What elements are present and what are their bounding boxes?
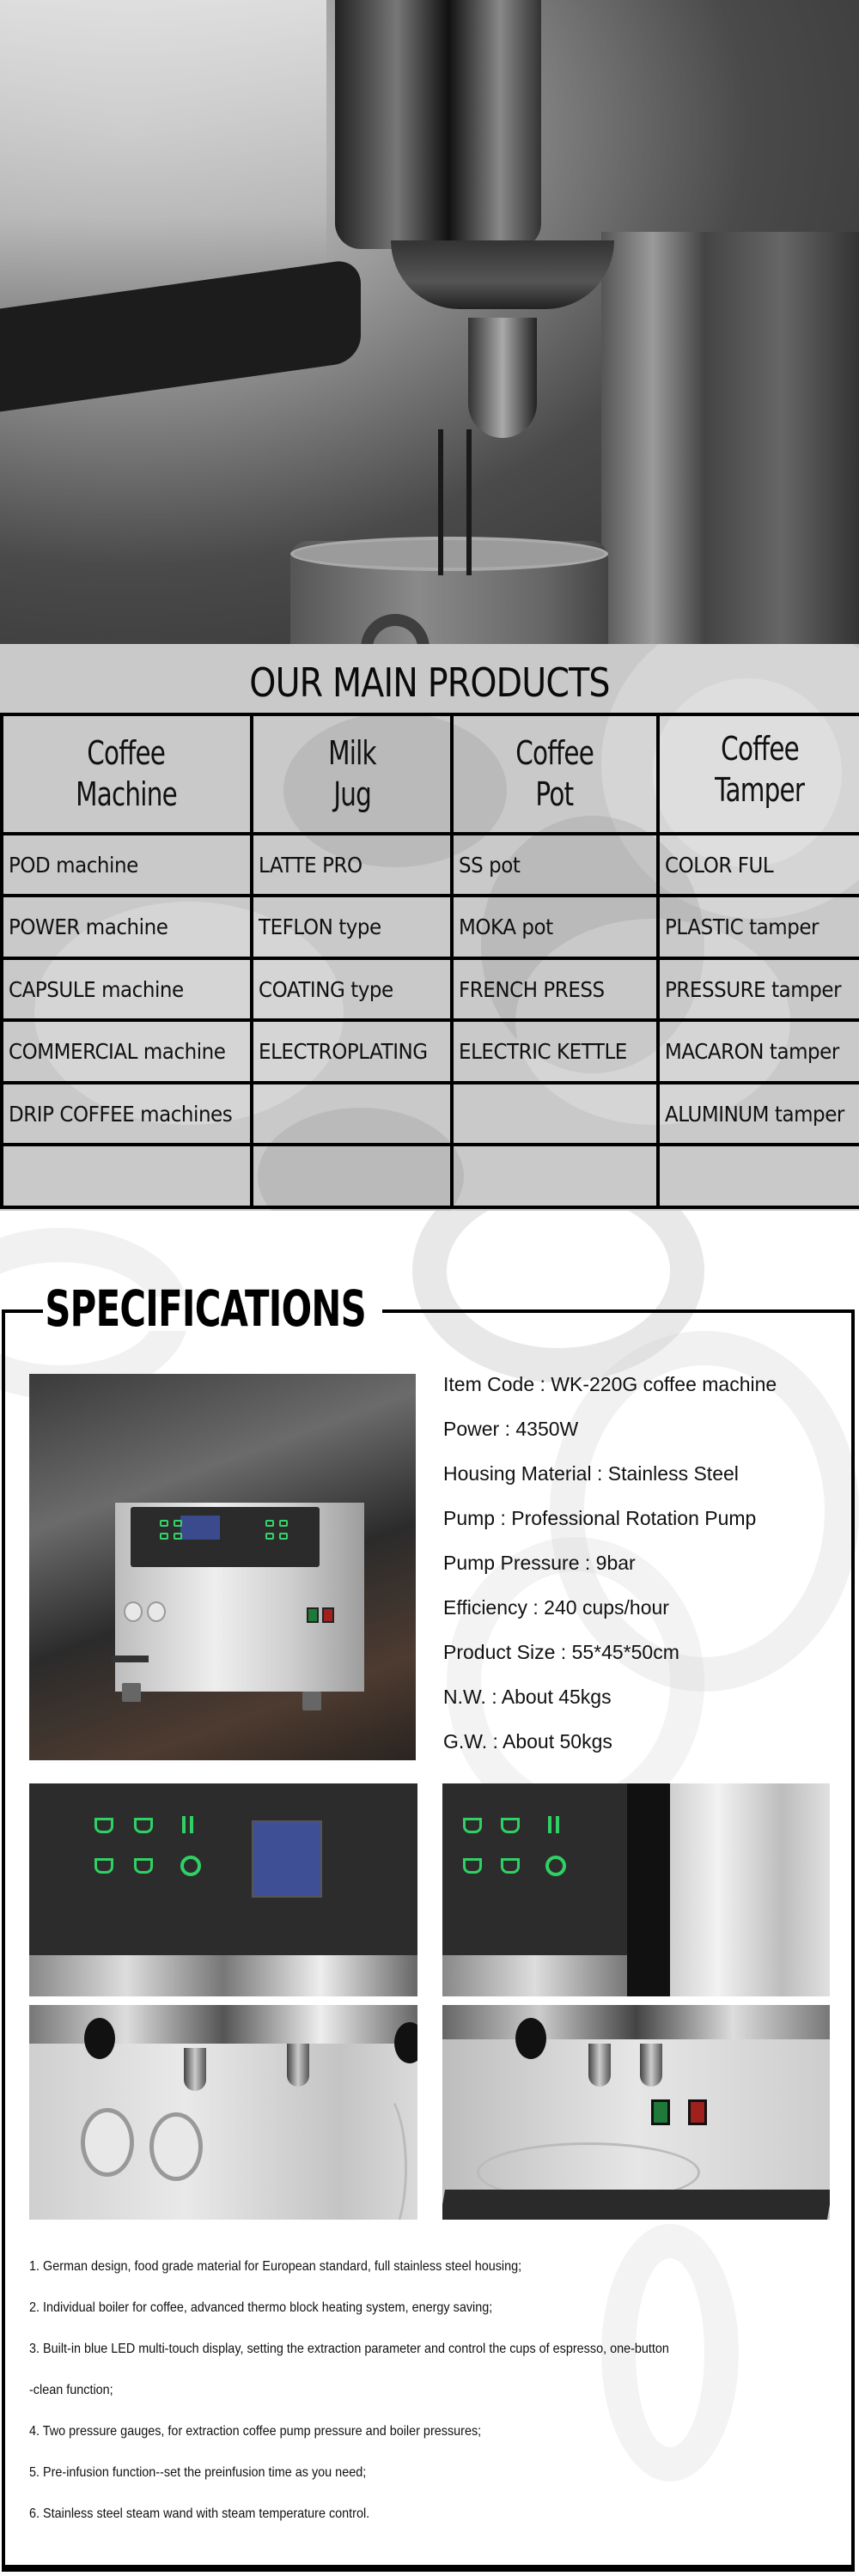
hero-espresso-photo	[0, 0, 859, 644]
single-cup-icon	[463, 1818, 482, 1833]
hero-espresso-stream	[466, 429, 472, 575]
machine-foot	[302, 1692, 321, 1710]
table-cell	[2, 1145, 252, 1207]
double-cup-icon	[501, 1858, 520, 1874]
table-row	[2, 1083, 859, 1145]
red-switch-icon	[322, 1607, 334, 1623]
cup-icon	[265, 1533, 274, 1540]
table-cell	[658, 1145, 859, 1207]
table-cell: PRESSURE tamper	[658, 958, 859, 1021]
table-cell: COATING type	[252, 958, 452, 1021]
table-cell: TEFLON type	[252, 896, 452, 958]
table-row	[2, 834, 859, 896]
table-cell: ELECTROPLATING	[252, 1020, 452, 1083]
feature-item: 6. Stainless steel steam wand with steam temperature control.	[29, 2506, 370, 2521]
wingkin-logo	[111, 1656, 149, 1662]
steam-knob-icon	[394, 2022, 417, 2063]
clean-cycle-icon	[180, 1856, 201, 1876]
column-header-milk-jug: Milk Jug	[252, 714, 452, 834]
steam-hose	[356, 2091, 407, 2220]
table-row	[2, 1020, 859, 1083]
cup-icon	[160, 1520, 168, 1527]
feature-item: 3. Built-in blue LED multi-touch display, setting the extraction parameter and control the cups of espresso, one-button	[29, 2342, 669, 2356]
table-cell: POWER machine	[2, 896, 252, 958]
pause-icon	[556, 1816, 559, 1833]
pause-icon	[190, 1816, 193, 1833]
table-cell	[252, 1083, 452, 1145]
table-row	[2, 896, 859, 958]
hero-cup-rim	[290, 537, 608, 571]
machine-display	[180, 1516, 220, 1540]
spec-item-pump-pressure: Pump Pressure : 9bar	[443, 1552, 636, 1574]
cup-icon	[174, 1533, 182, 1540]
hero-espresso-stream	[438, 429, 443, 575]
pressure-gauge-icon	[124, 1601, 143, 1622]
single-cup-icon	[463, 1858, 482, 1874]
table-cell: PLASTIC tamper	[658, 896, 859, 958]
spec-item-efficiency: Efficiency : 240 cups/hour	[443, 1596, 669, 1619]
spec-item-item-code: Item Code : WK-220G coffee machine	[443, 1373, 777, 1395]
products-header-row	[2, 714, 859, 834]
pressure-gauge-icon	[81, 2108, 134, 2177]
detail-photo-pressure-gauges	[29, 2005, 417, 2220]
spec-list	[443, 1372, 838, 1774]
table-cell: CAPSULE machine	[2, 958, 252, 1021]
double-cup-icon	[501, 1818, 520, 1833]
control-panel-surface	[29, 1783, 417, 1955]
cup-icon	[174, 1520, 182, 1527]
portafilter-spout	[184, 2048, 206, 2091]
table-row	[2, 1145, 859, 1207]
spec-item-pump: Pump : Professional Rotation Pump	[443, 1507, 757, 1529]
feature-item-continued: -clean function;	[29, 2383, 113, 2397]
table-cell: POD machine	[2, 834, 252, 896]
portafilter-spout	[287, 2044, 309, 2087]
detail-photo-side-panel	[442, 1783, 830, 1996]
drip-tray	[442, 2190, 830, 2220]
steam-knob-icon	[515, 2018, 546, 2059]
spec-item-product-size: Product Size : 55*45*50cm	[443, 1641, 679, 1663]
detail-photo-control-panel	[29, 1783, 417, 1996]
cup-icon	[265, 1520, 274, 1527]
detail-photo-power-switches	[442, 2005, 830, 2220]
hero-group-head	[335, 0, 541, 249]
hero-machine-body	[601, 232, 859, 644]
spec-item-housing-material: Housing Material : Stainless Steel	[443, 1462, 739, 1485]
double-cup-icon	[134, 1818, 153, 1833]
table-cell: LATTE PRO	[252, 834, 452, 896]
pause-icon	[182, 1816, 186, 1833]
green-power-switch-icon	[651, 2099, 670, 2125]
steam-knob-icon	[84, 2018, 115, 2059]
pressure-gauge-icon	[149, 2112, 203, 2181]
single-cup-icon	[94, 1858, 113, 1874]
table-cell	[252, 1145, 452, 1207]
table-cell: ELECTRIC KETTLE	[452, 1020, 658, 1083]
feature-list	[29, 2258, 845, 2547]
pause-icon	[548, 1816, 551, 1833]
column-header-coffee-machine: Coffee Machine	[2, 714, 252, 834]
table-cell	[452, 1145, 658, 1207]
cup-icon	[279, 1533, 288, 1540]
column-header-coffee-tamper: Coffee Tamper	[658, 714, 859, 834]
machine-control-panel	[131, 1507, 320, 1567]
table-cell: SS pot	[452, 834, 658, 896]
panel-edge	[627, 1783, 670, 1996]
green-switch-icon	[307, 1607, 319, 1623]
table-cell: COLOR FUL	[658, 834, 859, 896]
table-cell: DRIP COFFEE machines	[2, 1083, 252, 1145]
column-header-coffee-pot: Coffee Pot	[452, 714, 658, 834]
blue-lcd-display	[252, 1820, 322, 1898]
spec-item-net-weight: N.W. : About 45kgs	[443, 1686, 612, 1708]
group-head-strip	[442, 1955, 627, 1996]
group-head-strip	[442, 2005, 830, 2039]
products-table	[0, 713, 859, 1209]
table-cell	[452, 1083, 658, 1145]
hero-portafilter-basket	[391, 240, 614, 309]
spec-item-power: Power : 4350W	[443, 1418, 579, 1440]
red-power-switch-icon	[688, 2099, 707, 2125]
table-cell: ALUMINUM tamper	[658, 1083, 859, 1145]
hero-spout	[468, 318, 537, 438]
spec-item-gross-weight: G.W. : About 50kgs	[443, 1730, 612, 1753]
stainless-housing	[670, 1783, 830, 1996]
table-cell: FRENCH PRESS	[452, 958, 658, 1021]
feature-item: 1. German design, food grade material for European standard, full stainless steel housing;	[29, 2259, 522, 2274]
portafilter-spout	[588, 2044, 611, 2087]
feature-item: 4. Two pressure gauges, for extraction coffee pump pressure and boiler pressures;	[29, 2424, 482, 2439]
portafilter-spout	[640, 2044, 662, 2087]
double-cup-icon	[134, 1858, 153, 1874]
cup-icon	[279, 1520, 288, 1527]
main-product-photo	[29, 1374, 416, 1760]
table-cell: MOKA pot	[452, 896, 658, 958]
pressure-gauge-icon	[147, 1601, 166, 1622]
cup-icon	[160, 1533, 168, 1540]
products-title: OUR MAIN PRODUCTS	[249, 659, 610, 706]
table-cell: COMMERCIAL machine	[2, 1020, 252, 1083]
clean-cycle-icon	[545, 1856, 566, 1876]
single-cup-icon	[94, 1818, 113, 1833]
specifications-title: SPECIFICATIONS	[45, 1279, 366, 1338]
feature-item: 5. Pre-infusion function--set the preinfusion time as you need;	[29, 2465, 367, 2480]
feature-item: 2. Individual boiler for coffee, advanced thermo block heating system, energy saving;	[29, 2300, 493, 2315]
table-cell: MACARON tamper	[658, 1020, 859, 1083]
group-head-strip	[29, 1955, 417, 1996]
machine-foot	[122, 1683, 141, 1702]
table-row	[2, 958, 859, 1021]
